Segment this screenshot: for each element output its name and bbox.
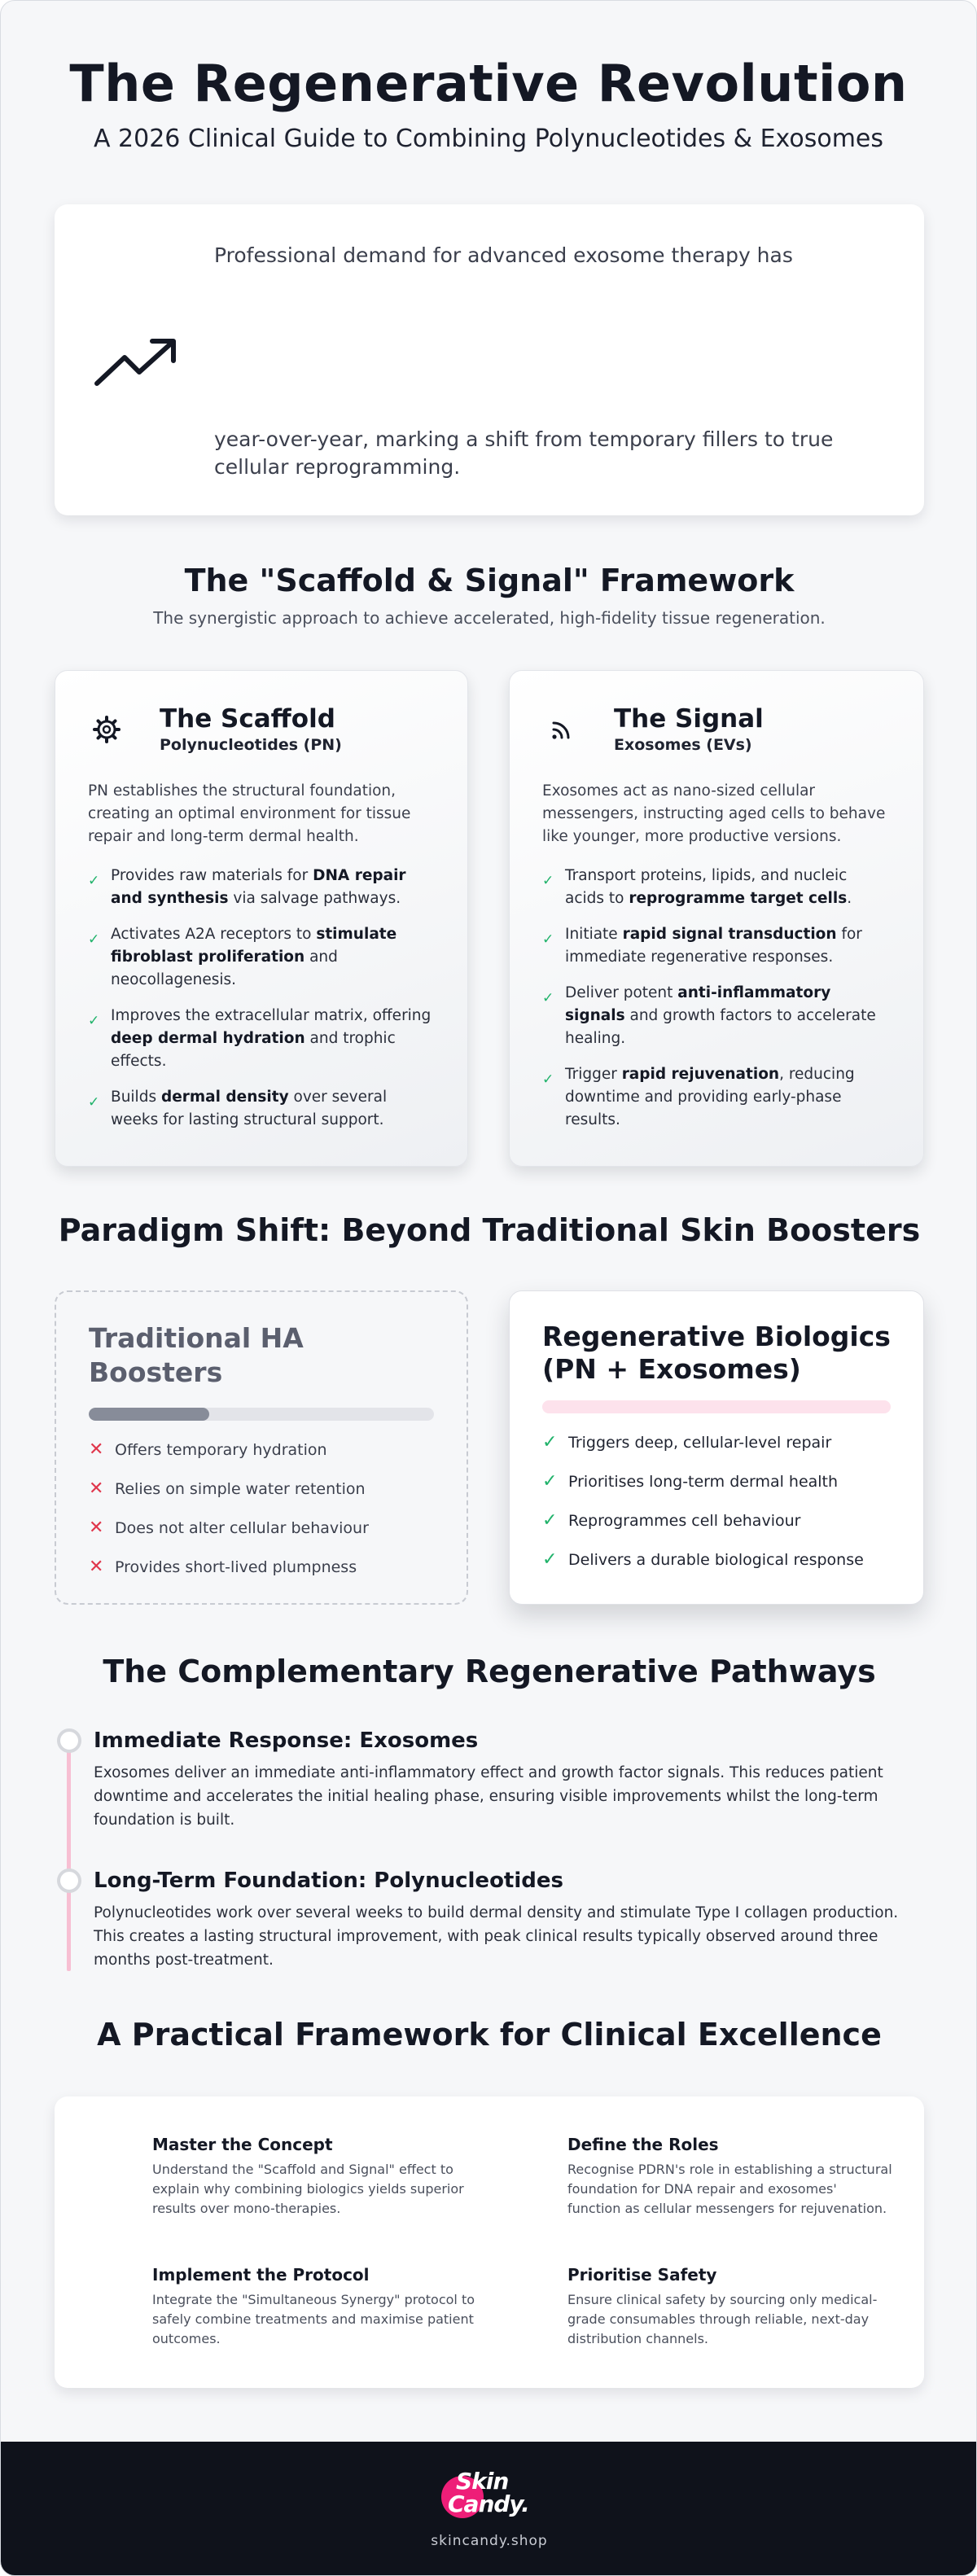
pathway-text: Exosomes deliver an immediate anti-inflammatory effect and growth factor signals. This reduces patient downtime and accelerates the initial healing phase, ensuring visible improvements whilst the long-term foundation is built.	[94, 1764, 883, 1829]
check-icon: ✓	[542, 873, 554, 889]
practical-item-title: Define the Roles	[567, 2135, 719, 2154]
pathway-item	[94, 1867, 924, 1972]
scaffold-tag: Polynucleotides (PN)	[160, 736, 342, 754]
pathway-item	[94, 1727, 924, 1832]
check-icon: ✓	[88, 1094, 100, 1111]
pathway-title: Immediate Response: Exosomes	[94, 1728, 479, 1753]
practical-item	[567, 2134, 893, 2219]
check-icon: ✓	[542, 931, 554, 948]
timeline-line	[67, 1735, 71, 1971]
scaffold-card	[55, 670, 468, 1167]
framework-subtitle: The synergistic approach to achieve accelerated, high-fidelity tissue regeneration.	[153, 608, 826, 628]
practical-item-text: Understand the "Scaffold and Signal" effect to explain why combining biologics yields superior results over mono-therapies.	[152, 2162, 464, 2216]
page-title: The Regenerative Revolution	[69, 54, 908, 113]
practical-item	[567, 2264, 893, 2349]
check-icon: ✓	[542, 1549, 558, 1570]
trending-up-icon	[94, 333, 178, 390]
framework-title: The "Scaffold & Signal" Framework	[184, 563, 795, 598]
list-item: ✓ Transport proteins, lipids, and nucleic acids to reprogramme target cells.	[542, 865, 891, 910]
footer	[1, 2442, 977, 2576]
practical-card	[55, 2096, 924, 2388]
list-item: ✕ Relies on simple water retention	[89, 1479, 366, 1499]
list-item: ✕ Provides short-lived plumpness	[89, 1557, 357, 1577]
cross-icon: ✕	[89, 1479, 104, 1499]
practical-item-text: Ensure clinical safety by sourcing only medical-grade consumables through reliable, next-day distribution channels.	[567, 2292, 878, 2346]
practical-item	[152, 2264, 478, 2349]
check-icon: ✓	[88, 873, 100, 889]
practical-item-text: Recognise PDRN's role in establishing a structural foundation for DNA repair and exosomes' function as cellular messengers for rejuvenation.	[567, 2162, 892, 2216]
scaffold-intro: PN establishes the structural foundation, creating an optimal environment for tissue repair and long-term dermal health.	[88, 782, 411, 845]
list-item: ✓ Trigger rapid rejuvenation, reducing downtime and providing early-phase results.	[542, 1063, 891, 1132]
signal-list	[542, 865, 891, 1132]
footer-url-link[interactable]: skincandy.shop	[431, 2533, 548, 2549]
traditional-level-fill	[89, 1408, 209, 1421]
list-item: ✓ Improves the extracellular matrix, offering deep dermal hydration and trophic effects.	[88, 1005, 435, 1073]
signal-intro: Exosomes act as nano-sized cellular messengers, instructing aged cells to behave like younger, more productive versions.	[542, 782, 886, 845]
practical-title: A Practical Framework for Clinical Excellence	[97, 2017, 882, 2052]
traditional-level-bar	[89, 1408, 434, 1421]
list-item: ✓ Builds dermal density over several weeks for lasting structural support.	[88, 1086, 435, 1132]
list-item: ✓ Activates A2A receptors to stimulate fibroblast proliferation and neocollagenesis.	[88, 923, 435, 992]
signal-tag: Exosomes (EVs)	[614, 736, 752, 754]
stat-lead-text: Professional demand for advanced exosome therapy has	[214, 243, 793, 267]
pathway-title: Long-Term Foundation: Polynucleotides	[94, 1868, 563, 1893]
traditional-card	[55, 1290, 468, 1605]
stat-tail-text: year-over-year, marking a shift from temporary fillers to true cellular reprogramming.	[214, 427, 834, 479]
list-item: ✕ Does not alter cellular behaviour	[89, 1518, 369, 1538]
list-item: ✓ Reprogrammes cell behaviour	[542, 1510, 801, 1531]
regenerative-card	[509, 1290, 924, 1605]
scaffold-list	[88, 865, 435, 1132]
list-item: ✓ Deliver potent anti-inflammatory signals and growth factors to accelerate healing.	[542, 982, 891, 1050]
regenerative-level-bar	[542, 1400, 891, 1413]
logo-word-2: Candy.	[448, 2491, 529, 2517]
scaffold-title: The Scaffold	[160, 704, 335, 734]
regenerative-list	[542, 1431, 891, 1571]
timeline-dot	[57, 1868, 81, 1893]
practical-item-text: Integrate the "Simultaneous Synergy" protocol to safely combine treatments and maximise patient outcomes.	[152, 2292, 475, 2346]
check-icon: ✓	[542, 1071, 554, 1088]
page-subtitle: A 2026 Clinical Guide to Combining Polynucleotides & Exosomes	[93, 125, 884, 153]
pathway-text: Polynucleotides work over several weeks to build dermal density and stimulate Type I collagen production. This creates a lasting structural improvement, with peak clinical results typically observed around three months post-treatment.	[94, 1904, 899, 1969]
logo-word-1: Skin	[456, 2468, 509, 2495]
check-icon: ✓	[542, 1510, 558, 1531]
hero	[1, 1, 976, 156]
practical-item-title: Implement the Protocol	[152, 2265, 370, 2285]
skincandy-logo[interactable]	[438, 2466, 541, 2518]
list-item: ✓ Delivers a durable biological response	[542, 1549, 864, 1570]
traditional-list	[89, 1439, 434, 1579]
signal-title: The Signal	[614, 704, 764, 734]
check-icon: ✓	[542, 1432, 558, 1452]
signal-icon	[542, 711, 580, 748]
check-icon: ✓	[542, 1471, 558, 1492]
traditional-title: Traditional HA Boosters	[89, 1322, 304, 1388]
practical-item-title: Master the Concept	[152, 2135, 333, 2154]
list-item: ✕ Offers temporary hydration	[89, 1439, 327, 1460]
pathways-title: The Complementary Regenerative Pathways	[103, 1654, 876, 1689]
check-icon: ✓	[542, 990, 554, 1006]
list-item: ✓ Initiate rapid signal transduction for immediate regenerative responses.	[542, 923, 891, 969]
list-item: ✓ Triggers deep, cellular-level repair	[542, 1432, 832, 1452]
check-icon: ✓	[88, 1013, 100, 1029]
cross-icon: ✕	[89, 1557, 104, 1577]
gear-icon	[88, 711, 125, 748]
signal-card	[509, 670, 924, 1167]
cross-icon: ✕	[89, 1518, 104, 1538]
stat-card	[55, 204, 924, 515]
practical-item-title: Prioritise Safety	[567, 2265, 717, 2285]
paradigm-title: Paradigm Shift: Beyond Traditional Skin Boosters	[58, 1212, 921, 1248]
timeline-dot	[57, 1728, 81, 1753]
list-item: ✓ Prioritises long-term dermal health	[542, 1471, 839, 1492]
check-icon: ✓	[88, 931, 100, 948]
cross-icon: ✕	[89, 1439, 104, 1460]
list-item: ✓ Provides raw materials for DNA repair and synthesis via salvage pathways.	[88, 865, 435, 910]
practical-item	[152, 2134, 478, 2219]
regenerative-title: Regenerative Biologics (PN + Exosomes)	[542, 1321, 891, 1385]
